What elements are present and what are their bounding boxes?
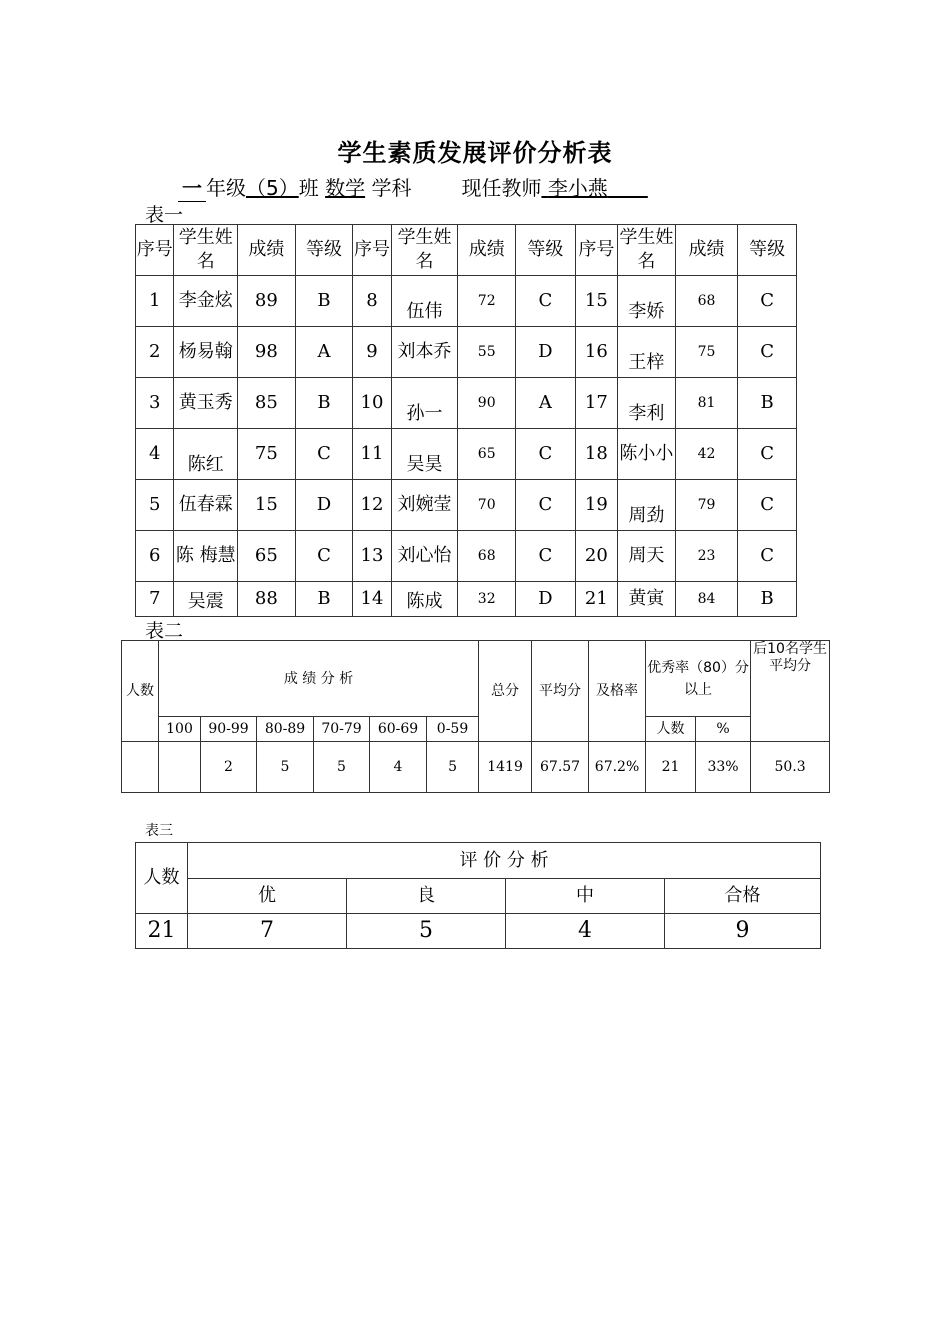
table3-level-row: [136, 879, 821, 914]
seq-cell: 16: [575, 327, 617, 378]
grade-cell: C: [295, 531, 353, 582]
seq-cell: 6: [136, 531, 174, 582]
total-value: 1419: [479, 742, 532, 793]
score-cell: 32: [458, 582, 516, 617]
table1-student-scores: [135, 224, 797, 617]
seq-cell: 19: [575, 480, 617, 531]
level-count: 4: [506, 914, 665, 949]
seq-cell: 14: [353, 582, 391, 617]
bottom10-header: 后10名学生平均分: [751, 641, 830, 742]
seq-cell: 11: [353, 429, 391, 480]
people-value: [122, 742, 159, 793]
seq-cell: 18: [575, 429, 617, 480]
header-cell: 学生姓名: [391, 225, 458, 276]
name-cell: 陈小小: [618, 429, 676, 480]
teacher-name: 李小燕: [547, 176, 608, 200]
table3-header-row: [136, 843, 821, 879]
grade-cell: C: [295, 429, 353, 480]
subject-value: 数学: [325, 176, 366, 200]
score-cell: 85: [238, 378, 296, 429]
class-suffix: 班: [298, 176, 319, 200]
grade-cell: C: [738, 429, 797, 480]
people-header: 人数: [122, 641, 159, 742]
table2-subheader-row: [122, 717, 830, 742]
excellent-count-header: 人数: [646, 717, 696, 742]
subject-suffix: 学科: [371, 176, 412, 200]
score-cell: 75: [238, 429, 296, 480]
score-cell: 23: [675, 531, 738, 582]
table-row: [136, 378, 797, 429]
grade-cell: B: [295, 378, 353, 429]
table1-label: 表一: [145, 204, 184, 226]
score-cell: 75: [675, 327, 738, 378]
range-header: 60-69: [370, 717, 427, 742]
grade-cell: B: [295, 276, 353, 327]
name-cell: 黄寅: [618, 582, 676, 617]
table2-label: 表二: [145, 620, 184, 642]
header-cell: 学生姓名: [174, 225, 238, 276]
people-header: 人数: [136, 843, 188, 914]
name-cell: 刘婉莹: [391, 480, 458, 531]
seq-cell: 12: [353, 480, 391, 531]
score-cell: 81: [675, 378, 738, 429]
score-cell: 79: [675, 480, 738, 531]
table-row: [136, 429, 797, 480]
name-cell: 陈成: [391, 582, 458, 617]
seq-cell: 17: [575, 378, 617, 429]
header-cell: 成绩: [675, 225, 738, 276]
seq-cell: 1: [136, 276, 174, 327]
seq-cell: 10: [353, 378, 391, 429]
table2-score-analysis: [121, 640, 830, 793]
name-cell: 周劲: [618, 480, 676, 531]
score-cell: 90: [458, 378, 516, 429]
table-row: [136, 480, 797, 531]
grade-cell: C: [516, 276, 576, 327]
score-cell: 89: [238, 276, 296, 327]
grade-cell: A: [295, 327, 353, 378]
score-cell: 70: [458, 480, 516, 531]
grade-cell: C: [738, 276, 797, 327]
range-header: 80-89: [257, 717, 314, 742]
grade-cell: C: [516, 480, 576, 531]
score-cell: 65: [458, 429, 516, 480]
grade-suffix: 年级: [206, 176, 246, 200]
header-cell: 学生姓名: [618, 225, 676, 276]
range-header: 70-79: [314, 717, 370, 742]
header-cell: 序号: [575, 225, 617, 276]
level-count: 5: [347, 914, 506, 949]
seq-cell: 13: [353, 531, 391, 582]
grade-cell: C: [516, 531, 576, 582]
grade-cell: D: [516, 327, 576, 378]
excellent-percent-header: %: [696, 717, 751, 742]
range-value: 4: [370, 742, 427, 793]
score-cell: 55: [458, 327, 516, 378]
average-header: 平均分: [532, 641, 589, 742]
name-cell: 李金炫: [174, 276, 238, 327]
score-cell: 65: [238, 531, 296, 582]
evaluation-header: 评 价 分 析: [188, 843, 821, 879]
range-value: 2: [201, 742, 257, 793]
name-cell: 李娇: [618, 276, 676, 327]
grade-cell: D: [516, 582, 576, 617]
pass-rate-value: 67.2%: [589, 742, 646, 793]
range-value: [159, 742, 201, 793]
table-row: [136, 276, 797, 327]
grade-cell: B: [738, 378, 797, 429]
score-cell: 84: [675, 582, 738, 617]
table-row: [136, 914, 821, 949]
header-cell: 等级: [738, 225, 797, 276]
score-cell: 68: [458, 531, 516, 582]
range-header: 90-99: [201, 717, 257, 742]
name-cell: 孙一: [391, 378, 458, 429]
seq-cell: 3: [136, 378, 174, 429]
bottom10-value: 50.3: [751, 742, 830, 793]
grade-value: 一: [178, 172, 206, 202]
table-row: [136, 327, 797, 378]
level-count: 9: [665, 914, 821, 949]
name-cell: 李利: [618, 378, 676, 429]
name-cell: 刘本乔: [391, 327, 458, 378]
table-row: [136, 582, 797, 617]
page-title: 学生素质发展评价分析表: [337, 139, 613, 167]
table3-evaluation: [135, 842, 821, 949]
name-cell: 吴昊: [391, 429, 458, 480]
level-header: 中: [506, 879, 665, 914]
header-cell: 成绩: [458, 225, 516, 276]
pass-rate-header: 及格率: [589, 641, 646, 742]
name-cell: 王梓: [618, 327, 676, 378]
header-cell: 成绩: [238, 225, 296, 276]
score-cell: 42: [675, 429, 738, 480]
name-cell: 刘心怡: [391, 531, 458, 582]
grade-cell: C: [738, 480, 797, 531]
name-cell: 陈 梅慧: [174, 531, 238, 582]
name-cell: 周天: [618, 531, 676, 582]
seq-cell: 20: [575, 531, 617, 582]
name-cell: 黄玉秀: [174, 378, 238, 429]
seq-cell: 5: [136, 480, 174, 531]
name-cell: 杨易翰: [174, 327, 238, 378]
score-cell: 15: [238, 480, 296, 531]
grade-cell: B: [738, 582, 797, 617]
grade-cell: C: [516, 429, 576, 480]
range-header: 100: [159, 717, 201, 742]
teacher-label: 现任教师: [461, 176, 542, 200]
class-info-line: [178, 172, 648, 202]
seq-cell: 2: [136, 327, 174, 378]
table3-label: 表三: [145, 823, 173, 839]
header-cell: 等级: [295, 225, 353, 276]
level-count: 7: [188, 914, 347, 949]
seq-cell: 9: [353, 327, 391, 378]
level-header: 优: [188, 879, 347, 914]
name-cell: 伍春霖: [174, 480, 238, 531]
total-header: 总分: [479, 641, 532, 742]
header-cell: 序号: [353, 225, 391, 276]
table-row: [122, 742, 830, 793]
range-value: 5: [257, 742, 314, 793]
name-cell: 吴震: [174, 582, 238, 617]
score-cell: 98: [238, 327, 296, 378]
excellent-count-value: 21: [646, 742, 696, 793]
level-header: 良: [347, 879, 506, 914]
people-value: 21: [136, 914, 188, 949]
grade-cell: C: [738, 327, 797, 378]
table-row: [136, 531, 797, 582]
average-value: 67.57: [532, 742, 589, 793]
range-value: 5: [314, 742, 370, 793]
seq-cell: 7: [136, 582, 174, 617]
grade-cell: C: [738, 531, 797, 582]
seq-cell: 21: [575, 582, 617, 617]
header-cell: 序号: [136, 225, 174, 276]
class-value: （5）: [246, 176, 299, 200]
score-cell: 88: [238, 582, 296, 617]
score-cell: 72: [458, 276, 516, 327]
seq-cell: 15: [575, 276, 617, 327]
excellent-percent-value: 33%: [696, 742, 751, 793]
name-cell: 陈红: [174, 429, 238, 480]
name-cell: 伍伟: [391, 276, 458, 327]
seq-cell: 4: [136, 429, 174, 480]
table1-header-row: [136, 225, 797, 276]
excellent-rate-header: 优秀率（80）分以上: [646, 641, 751, 717]
score-cell: 68: [675, 276, 738, 327]
grade-cell: B: [295, 582, 353, 617]
seq-cell: 8: [353, 276, 391, 327]
header-cell: 等级: [516, 225, 576, 276]
range-value: 5: [427, 742, 479, 793]
range-header: 0-59: [427, 717, 479, 742]
grade-cell: A: [516, 378, 576, 429]
analysis-header: 成 绩 分 析: [159, 641, 479, 717]
level-header: 合格: [665, 879, 821, 914]
table2-header-row: [122, 641, 830, 717]
grade-cell: D: [295, 480, 353, 531]
